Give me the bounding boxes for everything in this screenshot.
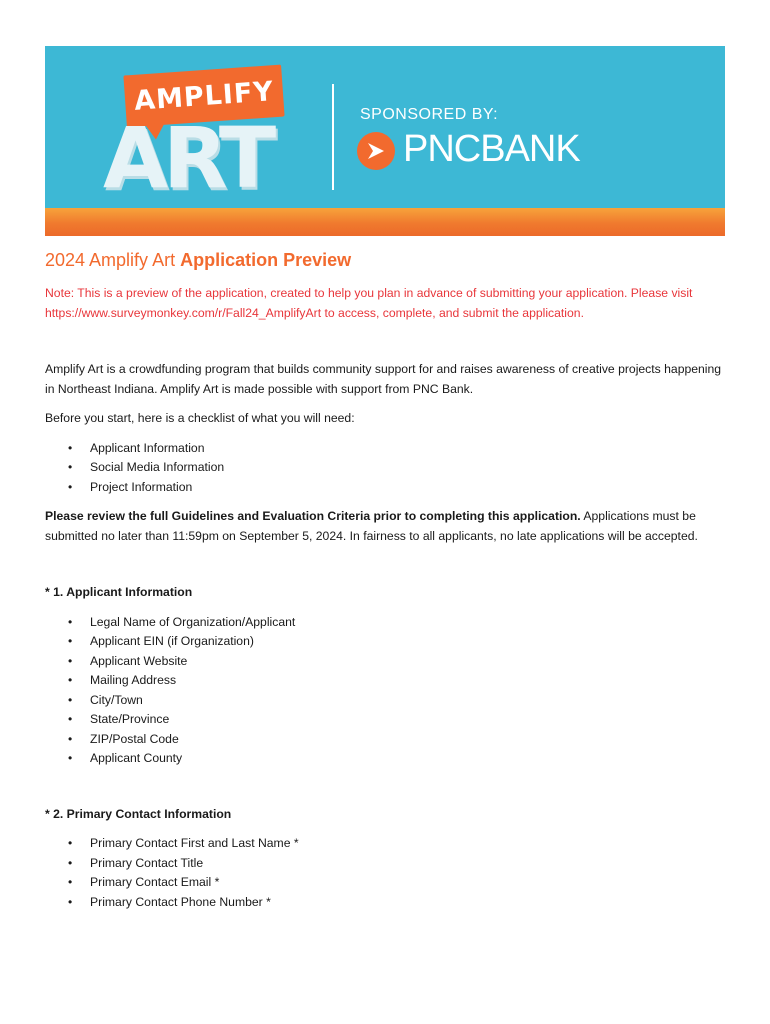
title-part-1: 2024 Amplify Art <box>45 250 181 270</box>
intro-paragraph: Amplify Art is a crowdfunding program that builds community support for and raises awareness of creative projects happening in Northeast Indiana. Amplify Art is made possible with support from PNC Bank. <box>45 362 722 396</box>
list-item: • State/Province <box>90 710 725 730</box>
list-item: • Legal Name of Organization/Applicant <box>90 613 725 633</box>
pnc-bank-logo-text: PNCBANK <box>403 128 580 170</box>
section-1-list <box>45 613 725 769</box>
review-bold: Please review the full Guidelines and Evaluation Criteria prior to completing this application. <box>45 509 581 523</box>
amplify-logo-text: AMPLIFY <box>133 75 275 117</box>
list-item: • Applicant EIN (if Organization) <box>90 632 725 652</box>
list-item: • Applicant Website <box>90 652 725 672</box>
list-item: • Primary Contact Title <box>90 854 725 874</box>
checklist <box>45 439 725 498</box>
preview-note: Note: This is a preview of the application, created to help you plan in advance of submitting your application. Please visit https://www.surveymonkey.com/r/Fall24_AmplifyArt to access, complete, and submit the application. <box>45 286 693 320</box>
list-item: • Primary Contact Phone Number * <box>90 893 725 913</box>
list-item: • Project Information <box>90 478 725 498</box>
list-item: • Applicant County <box>90 749 725 769</box>
list-item: • ZIP/Postal Code <box>90 730 725 750</box>
page-title <box>45 248 725 272</box>
list-item: • Applicant Information <box>90 439 725 459</box>
list-item: • Primary Contact First and Last Name * <box>90 834 725 854</box>
checklist-intro: Before you start, here is a checklist of what you will need: <box>45 411 355 425</box>
list-item: • Social Media Information <box>90 458 725 478</box>
pnc-triangle-icon <box>357 132 395 170</box>
header-banner <box>45 46 725 236</box>
sponsored-by-label: SPONSORED BY: <box>360 106 499 123</box>
list-item: • City/Town <box>90 691 725 711</box>
section-2-heading: * 2. Primary Contact Information <box>45 806 232 821</box>
section-2-list <box>45 834 725 912</box>
banner-divider <box>332 84 334 190</box>
list-item: • Mailing Address <box>90 671 725 691</box>
art-logo-text: ART <box>103 109 272 207</box>
review-paragraph <box>45 507 725 546</box>
banner-stripe <box>45 208 725 236</box>
list-item: • Primary Contact Email * <box>90 873 725 893</box>
title-part-2: Application Preview <box>180 250 352 270</box>
document-body <box>45 248 725 922</box>
section-1-heading: * 1. Applicant Information <box>45 585 193 599</box>
review-rest: Applications must be submitted no later than 11:59pm on September 5, 2024. In fairness to all applicants, no late applications will be accepted. <box>45 509 698 543</box>
